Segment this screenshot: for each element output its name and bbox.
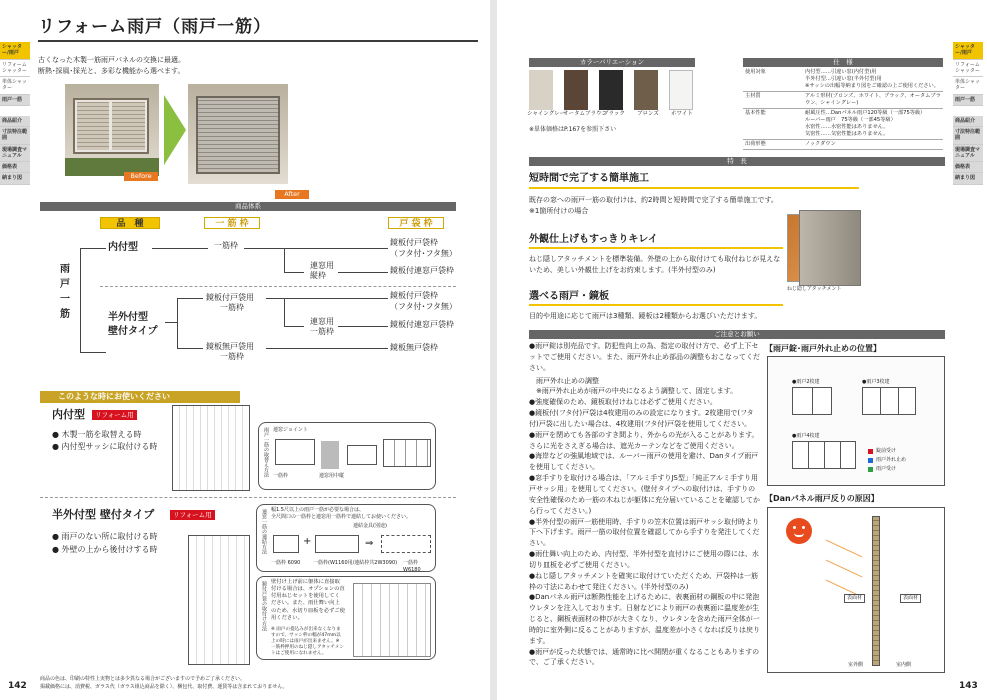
replace-vert-label: 雨戸一筋の取替え方法	[263, 427, 269, 477]
care-item: ●鏡板付(フタ付)戸袋は4枚建用のみの設定になります。2枚建用で(フタ付)戸袋に出したい場合は、4枚建用(フタ付)戸袋を使用してください。	[529, 409, 754, 428]
link-method-figure: 連窓一筋の連結方法 幅1.5尺以上の雨戸一筋が必要な場合は、 全尺間口の一筋枠と連窓用一筋枠で連結してお使いください。 連結金具(別途) + ⇒ 一筋枠 6090 一筋枠(W1160用/連結枠共2W3090) 一筋枠 W6180	[256, 504, 436, 572]
color-bar: カラーバリエーション	[529, 58, 695, 67]
title-rule	[38, 40, 478, 42]
right-side-tabs	[953, 42, 983, 185]
tab-single-shutter[interactable]: 単体シャッター	[0, 77, 30, 95]
care-item: ●雨戸錠は別売品です。防犯性向上の為、指定の取付け方で、必ず上下セットでご使用ください。また、雨戸外れ止め部品の調整もおこなってください。	[529, 342, 760, 372]
lock-figure	[767, 356, 945, 486]
gutter	[490, 0, 497, 700]
swatch-autumn-brown	[564, 70, 588, 110]
legend-3: 雨戸受け	[876, 466, 897, 472]
sun-icon	[786, 518, 812, 544]
r1a: 鏡板付戸袋枠	[390, 238, 438, 247]
swatch-label-1: シャイングレー	[527, 111, 566, 117]
inside-label: 室内側	[896, 662, 912, 668]
r4: 鏡板付連窓戸袋枠	[390, 320, 454, 329]
care-bar: ご注意とお願い	[529, 330, 945, 339]
spec-row: 基本性能 耐風圧性…Danパネル雨戸120等級（一部75等級） ルーバー雨戸 75等級（一部45等級） 水密性……水密性能はありません。 気密性……気密性能はありません。	[743, 109, 943, 140]
fig-center-label: 連窓用中縦	[319, 473, 345, 479]
footer-2: 掲載価格には、消費税、ガラス代（ガラス組込商品を除く）、梱包代、取付費、運賃等は含まれておりません。	[40, 684, 288, 690]
rengan-tate-2: 縦枠	[310, 271, 326, 280]
tab-survey[interactable]: 現場調査マニュアル	[0, 145, 30, 163]
kyo2: 鏡板無戸袋用	[206, 342, 254, 351]
fig-joint-label: 連窓ジョイント	[273, 427, 308, 433]
amado-photo	[799, 210, 861, 286]
replace-method-figure	[258, 422, 436, 490]
inside-bullet-1: ● 木製一筋を取替える時	[52, 430, 142, 439]
swatch-label-5: ホワイト	[671, 111, 693, 117]
link-fitting-label: 連結金具(別途)	[353, 523, 387, 529]
r3a: 鏡板付戸袋枠	[390, 291, 438, 300]
swatch-black	[599, 70, 623, 110]
left-side-tabs	[0, 42, 30, 185]
link-cap-1: 一筋枠 6090	[271, 560, 301, 566]
link-note-1: 幅1.5尺以上の雨戸一筋が必要な場合は、	[271, 507, 364, 513]
spec-table	[743, 68, 943, 150]
warp-figure-title: 【Danパネル雨戸反りの原因】	[765, 494, 879, 503]
half-heading: 半外付型 壁付タイプ	[52, 508, 155, 521]
price-note: ※単体価格はP.167を参照下さい	[529, 126, 617, 133]
tab-dimension[interactable]: 寸法特注範囲	[953, 127, 983, 145]
lock-figure-title: 【雨戸錠･雨戸外れ止めの位置】	[765, 344, 881, 353]
swatch-label-3: ブラック	[603, 111, 625, 117]
tab-product[interactable]: 商品紹介	[953, 116, 983, 127]
rengan-ichi-2: 一筋枠	[310, 327, 334, 336]
lock-2-label: ●雨戸2枚建	[792, 379, 820, 385]
wall-note: ※ 雨戸の提込みが出来なくなりますので、サッシ枠の幅が47mm以上の時には雨戸が出来ません。※ 一筋枠押用のねじ隠しアタッチメントはご使用になれません。	[271, 627, 344, 656]
feature-3-text: 目的や用途に応じて雨戸は3種類、鏡板は2種類からお選びいただけます。	[529, 312, 762, 320]
half-bullet-2: ● 外壁の上から後付けする時	[52, 545, 158, 554]
tab-amado[interactable]: 雨戸一筋	[0, 95, 30, 106]
right-page	[497, 0, 987, 700]
half-type: 半外付型	[108, 312, 148, 323]
swatch-label-2: オータムブラウン	[563, 111, 608, 117]
fig-ichisuji-label: 一筋枠	[273, 473, 289, 479]
outside-label: 室外側	[848, 662, 864, 668]
wall-vert-label: 鏡付戸袋の取付け方法	[261, 581, 267, 631]
care-item: ●強度確保のため、鏡板取付けねじは必ずご使用ください。	[529, 398, 717, 407]
care-item: ●雨仕舞い向上のため、内付型、半外付型を直付けにご使用の際には、水切り皿板を必ずご使用ください。	[529, 550, 759, 569]
before-label: Before	[124, 172, 158, 181]
rengan-ichi-1: 連窓用	[310, 317, 334, 326]
page-title: リフォーム雨戸（雨戸一筋）	[38, 17, 272, 37]
swatch-bronze	[634, 70, 658, 110]
spec-row: 出荷形態 ノックダウン	[743, 140, 943, 150]
care-item: ●Danパネル雨戸は断熱性能を上げるために、表裏面材の鋼板の中に発泡ウレタンを注入しております。日射などにより雨戸の表裏面に温度差が生じると、鋼板表面材の伸びが大きくなり、ウレタンを含めた雨戸全体が一時的に室外側に反ることがありますが、温度差が小さくなれば反りは戻ります。	[529, 593, 760, 645]
spec-row: 使用対象 内付型……引違い窓(内付型)用 半外付型…引違い窓(半外付型)用 ※サッシの出幅等納まり図をご確認の上ご使用ください。	[743, 68, 943, 92]
tab-drawing[interactable]: 納まり図	[953, 173, 983, 184]
inside-heading: 内付型	[52, 408, 85, 421]
page-number-left: 142	[8, 681, 27, 691]
tab-dimension[interactable]: 寸法特注範囲	[0, 127, 30, 145]
inside-section-drawing	[172, 405, 250, 491]
half-bullet-1: ● 雨戸のない所に取付ける時	[52, 532, 158, 541]
tab-reform-shutter[interactable]: リフォームシャッター	[953, 60, 983, 78]
feature-2-heading: 外観仕上げもすっきりキレイ	[529, 234, 658, 245]
screw-attachment-caption: ねじ隠しアタッチメント	[787, 286, 842, 292]
spec-bar: 仕 様	[743, 58, 943, 67]
row-label-amado: 雨 戸 一 筋	[60, 264, 70, 320]
face-label-1: 表面材	[844, 594, 865, 603]
care-item: ●雨戸を閉めても各部のすき間より、外からの光が入ることがあります。さらに光をさえぎる場合は、遮光カーテンなどをご使用ください。	[529, 430, 759, 450]
left-page	[0, 0, 490, 700]
reform-tag-1: リフォーム用	[92, 410, 137, 420]
feature-2-text: ねじ隠しアタッチメントを標準装備。外壁の上から取付けても取付ねじが見えないため、美しい外観仕上げをお約束します。(半外付型のみ)	[529, 255, 781, 275]
half-section-drawing	[188, 535, 250, 665]
arrow-icon	[164, 95, 186, 165]
r3b: （フタ付･フタ無）	[390, 302, 457, 311]
col-ichisuji: 一 筋 枠	[204, 217, 260, 229]
tab-price[interactable]: 価格表	[0, 162, 30, 173]
link-vert-label: 連窓一筋の連結方法	[261, 509, 267, 554]
tab-product[interactable]: 商品紹介	[0, 116, 30, 127]
face-label-2: 表面材	[900, 594, 921, 603]
legend-1: 錠前受け	[876, 448, 897, 454]
tab-drawing[interactable]: 納まり図	[0, 173, 30, 184]
lock-3-label: ●雨戸3枚建	[862, 379, 890, 385]
care-item: ●半外付型の雨戸一筋使用時、手すりの笠木位置は雨戸サッシ取付時より下へ下げます。雨戸一筋の取付位置を確認してから手すりを発注してください。	[529, 517, 760, 548]
link-cap-2: 一筋枠(W1160用/連結枠共2W3090)	[313, 560, 398, 566]
footer-1: 商品の色は、印刷の特性上実物とは多少異なる場合がございますので予めご了承ください。	[40, 676, 246, 682]
tab-shutter[interactable]: シャッター/雨戸	[953, 42, 983, 60]
intro-line-2: 断熱･採風･採光と、多彩な機能から選べます。	[38, 67, 185, 75]
care-item: ●雨戸が反った状態では、通常時に比べ開閉が重くなることもありますので、ご了承ください。	[529, 647, 760, 667]
tab-amado[interactable]: 雨戸一筋	[953, 95, 983, 106]
feature-1-note: ※1箇所付けの場合	[529, 207, 589, 215]
feature-bar: 特 長	[529, 157, 945, 166]
care-item: ●窓手すりを取付ける場合は、「アルミ手すりJS型」「純正アルミ手すり用戸サッシ用」を使用してください。(壁付タイプへの取付けは、手すりの安全性確保のため一筋の木ねじが躯体に充分届いていることを確認してから行ってください。)	[529, 474, 760, 515]
kyo2b: 一筋枠	[220, 352, 244, 361]
intro-line-1: 古くなった木製一筋雨戸パネルの交換に最適。	[38, 56, 185, 64]
link-cap-3: 一筋枠 W6180	[403, 560, 421, 573]
col-type: 品 種	[100, 217, 160, 229]
tab-survey[interactable]: 現場調査マニュアル	[953, 145, 983, 163]
system-bar: 商品体系	[40, 202, 456, 211]
care-item: ●海岸などの強風地域では、ルーバー雨戸の使用を避け、Danタイプ雨戸を使用してください。	[529, 452, 759, 472]
care-item: ●ねじ隠しアタッチメントを確実に取付けていただくため、戸袋枠は一筋枠の寸法にあわせて発注ください。(半外付型のみ)	[529, 571, 759, 591]
use-bar: このような時にお使いください	[40, 391, 240, 403]
reform-tag-2: リフォーム用	[170, 510, 215, 520]
spec-row: 主材質 アルミ形材(ブロンズ、ホワイト、ブラック、オータムブラウン、シャイングレー)	[743, 92, 943, 109]
after-photo	[188, 84, 288, 184]
before-photo	[65, 84, 159, 176]
inside-type: 内付型	[108, 242, 138, 253]
swatch-white	[669, 70, 693, 110]
wall-method-figure	[256, 576, 436, 660]
legend-2: 雨戸外れ止め	[876, 457, 907, 463]
tab-price[interactable]: 価格表	[953, 162, 983, 173]
inside-bullet-2: ● 内付型サッシに取付ける時	[52, 442, 158, 451]
r5: 鏡板無戸袋枠	[390, 343, 438, 352]
ichisuji-label: 一筋枠	[214, 241, 238, 250]
wall-text: 壁付け上げ前に躯体に直接取付ける場合は、オプションの直付用ねじセットを使用してください。また、雨仕舞い向上のため、水切り皿板を必ずご使用ください。	[271, 579, 345, 621]
care-item: 雨戸外れ止めの調整	[529, 376, 599, 385]
kyo1b: 一筋枠	[220, 303, 244, 312]
panel-section	[872, 516, 880, 666]
care-item: ※雨戸外れ止めが雨戸の中央になるよう調整して、固定します。	[529, 387, 738, 396]
r1b: （フタ付･フタ無）	[390, 249, 457, 258]
tab-reform-shutter[interactable]: リフォームシャッター	[0, 60, 30, 78]
page-number-right: 143	[959, 681, 978, 691]
after-label: After	[275, 190, 309, 199]
feature-1-heading: 短時間で完了する簡単施工	[529, 173, 649, 184]
swatch-label-4: ブロンズ	[637, 111, 659, 117]
lock-4-label: ●雨戸4枚建	[792, 433, 820, 439]
col-tobukuro: 戸 袋 枠	[388, 217, 444, 229]
kyo1: 鏡板付戸袋用	[206, 293, 254, 302]
care-list	[529, 341, 761, 668]
rengan-tate-1: 連窓用	[310, 261, 334, 270]
feature-1-text: 既存の窓への雨戸一筋の取付けは、約2時間と短時間で完了する簡単施工です。	[529, 196, 778, 204]
wall-type: 壁付タイプ	[108, 326, 158, 337]
tab-shutter[interactable]: シャッター/雨戸	[0, 42, 30, 60]
r2: 鏡板付連窓戸袋枠	[390, 266, 454, 275]
swatch-shine-gray	[529, 70, 553, 110]
link-note-2: 全尺間口の一筋枠と連窓用一筋枠で連結してお使いください。	[271, 514, 412, 520]
tab-single-shutter[interactable]: 単体シャッター	[953, 77, 983, 95]
feature-3-heading: 選べる雨戸・鏡板	[529, 291, 609, 302]
warp-figure	[767, 507, 945, 673]
color-swatches	[529, 70, 729, 130]
